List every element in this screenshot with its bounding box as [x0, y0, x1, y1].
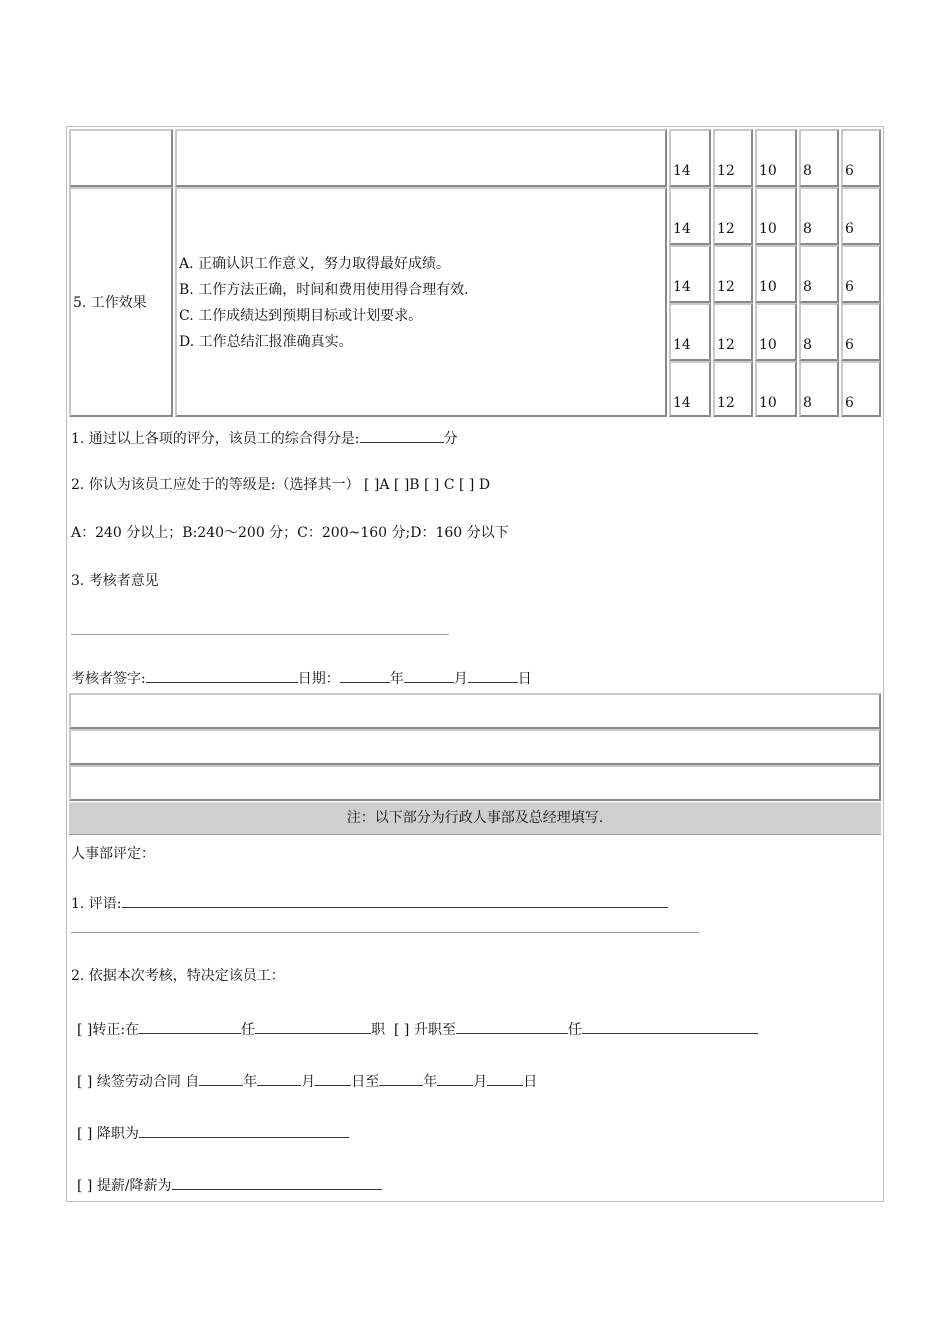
section5-c-score-6[interactable] — [841, 303, 881, 361]
row1-score-6[interactable]: 6 — [841, 129, 881, 187]
score-value: 12 — [717, 221, 735, 237]
comment-line-2[interactable] — [71, 932, 699, 933]
score-value: 14 — [673, 279, 691, 295]
demote-field[interactable] — [139, 1123, 349, 1138]
confirm-promote-line: [ ]转正:在 任 职 [ ] 升职至 任 — [77, 1019, 758, 1039]
score-value: 8 — [803, 337, 812, 353]
section5-b-score-12[interactable] — [713, 245, 753, 303]
criterion-c: C. 工作成绩达到预期目标或计划要求。 — [179, 308, 423, 324]
score-value: 12 — [717, 395, 735, 411]
appraisal-form — [66, 126, 884, 1202]
section5-d-score-8[interactable] — [799, 361, 839, 417]
promote-position-field[interactable] — [582, 1019, 758, 1034]
confirm-dept-field[interactable] — [139, 1019, 241, 1034]
section5-d-score-6[interactable] — [841, 361, 881, 417]
hr-section — [69, 835, 881, 1199]
section5-b-score-8[interactable] — [799, 245, 839, 303]
section5-a-score-8[interactable] — [799, 187, 839, 245]
empty-row-1 — [69, 693, 881, 729]
score-value: 10 — [759, 395, 777, 411]
reviewer-opinion-line[interactable] — [71, 634, 449, 635]
criterion-b: B. 工作方法正确，时间和费用使用得合理有效. — [179, 282, 469, 298]
section5-b-score-10[interactable] — [755, 245, 797, 303]
date-year-field[interactable] — [340, 668, 390, 683]
row1-label-cell — [69, 129, 173, 187]
renew-from-year[interactable] — [199, 1071, 243, 1086]
section5-b-score-6[interactable] — [841, 245, 881, 303]
note-bar — [69, 802, 881, 835]
score-value: 10 — [759, 337, 777, 353]
decision-label: 2. 依据本次考核，特决定该员工： — [71, 968, 285, 984]
renew-to-month[interactable] — [437, 1071, 473, 1086]
section5-c-score-8[interactable] — [799, 303, 839, 361]
signature-line: 考核者签字: 日期： 年 月 日 — [71, 668, 532, 688]
score-value: 14 — [673, 395, 691, 411]
section5-a-score-14[interactable] — [669, 187, 711, 245]
score-value: 6 — [845, 337, 854, 353]
score-value: 6 — [845, 395, 854, 411]
row1-score-14[interactable]: 14 — [669, 129, 711, 187]
score-value: 10 — [759, 221, 777, 237]
confirm-position-field[interactable] — [255, 1019, 371, 1034]
section5-d-score-14[interactable] — [669, 361, 711, 417]
criterion-d: D. 工作总结汇报准确真实。 — [179, 334, 353, 350]
score-value: 12 — [717, 337, 735, 353]
score-value: 6 — [845, 221, 854, 237]
contract-renewal-line: [ ] 续签劳动合同 自 年 月 日至 年 月 日 — [77, 1071, 537, 1091]
section5-label-cell — [69, 187, 173, 417]
renew-to-day[interactable] — [487, 1071, 523, 1086]
section5-c-score-12[interactable] — [713, 303, 753, 361]
signature-field[interactable] — [146, 668, 298, 683]
row1-score-10[interactable]: 10 — [755, 129, 797, 187]
empty-row-2 — [69, 729, 881, 765]
row1-criteria-cell — [175, 129, 667, 187]
section5-a-score-6[interactable] — [841, 187, 881, 245]
row1-score-8[interactable]: 8 — [799, 129, 839, 187]
section5-d-score-10[interactable] — [755, 361, 797, 417]
demote-line: [ ] 降职为 — [77, 1123, 349, 1143]
score-value: 8 — [803, 279, 812, 295]
score-value: 14 — [673, 337, 691, 353]
score-value: 10 — [759, 279, 777, 295]
reviewer-opinion-label: 3. 考核者意见 — [71, 573, 159, 589]
salary-line: [ ] 提薪/降薪为 — [77, 1175, 382, 1195]
empty-row-3 — [69, 765, 881, 801]
date-day-field[interactable] — [468, 668, 518, 683]
salary-field[interactable] — [172, 1175, 382, 1190]
date-month-field[interactable] — [404, 668, 454, 683]
promote-dept-field[interactable] — [456, 1019, 568, 1034]
score-value: 14 — [673, 221, 691, 237]
section5-c-score-14[interactable] — [669, 303, 711, 361]
section5-b-score-14[interactable] — [669, 245, 711, 303]
note-text: 注：以下部分为行政人事部及总经理填写. — [346, 810, 604, 826]
section5-a-score-10[interactable] — [755, 187, 797, 245]
total-score-question: 1. 通过以上各项的评分，该员工的综合得分是: 分 — [71, 428, 458, 448]
section5-c-score-10[interactable] — [755, 303, 797, 361]
renew-from-month[interactable] — [257, 1071, 301, 1086]
renew-from-day[interactable] — [315, 1071, 351, 1086]
score-value: 12 — [717, 279, 735, 295]
total-score-field[interactable] — [360, 428, 444, 443]
section5-label: 5. 工作效果 — [73, 295, 147, 311]
section5-a-score-12[interactable] — [713, 187, 753, 245]
row1-score-12[interactable]: 12 — [713, 129, 753, 187]
section5-criteria-cell — [175, 187, 667, 417]
hr-heading: 人事部评定： — [71, 846, 155, 862]
score-value: 8 — [803, 221, 812, 237]
renew-to-year[interactable] — [379, 1071, 423, 1086]
summary-block — [69, 418, 881, 693]
criterion-a: A. 正确认识工作意义，努力取得最好成绩。 — [179, 256, 451, 272]
grade-scale: A：240 分以上；B:240～200 分；C：200~160 分;D：160 分以下 — [71, 525, 509, 541]
comment-line: 1. 评语: — [71, 893, 668, 913]
grade-question: 2. 你认为该员工应处于的等级是:（选择其一） [ ]A [ ]B [ ] C [ ] D — [71, 477, 491, 493]
section5-d-score-12[interactable] — [713, 361, 753, 417]
score-value: 8 — [803, 395, 812, 411]
score-value: 6 — [845, 279, 854, 295]
comment-field[interactable] — [122, 893, 668, 908]
